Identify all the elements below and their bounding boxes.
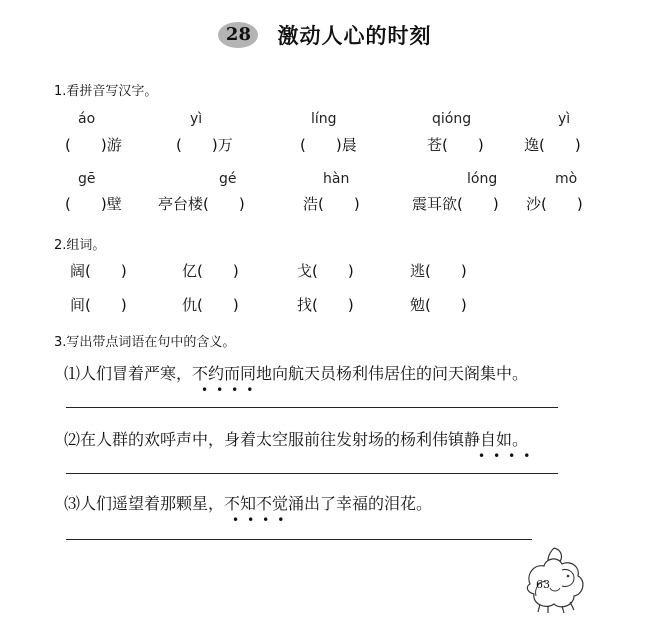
pinyin-long: lóng xyxy=(467,171,498,187)
blank-cang-qiong[interactable]: 苍( ) xyxy=(427,136,484,154)
section2-heading: 2.组词。 xyxy=(54,238,106,253)
page-number: 63 xyxy=(536,578,550,591)
zuci-kuo[interactable]: 阔( ) xyxy=(70,262,127,280)
blank-zhen-er-yu-long[interactable]: 震耳欲( ) xyxy=(412,195,499,213)
blank-yi-wan[interactable]: ( )万 xyxy=(176,136,233,154)
sentence-1: ⑴人们冒着严寒，不约而同地向航天员杨利伟居住的问天阁集中。 xyxy=(64,364,529,383)
emphasis-dots-2: •••• xyxy=(478,449,539,463)
blank-ge-bi[interactable]: ( )壁 xyxy=(65,195,122,213)
blank-sha-mo[interactable]: 沙( ) xyxy=(526,195,583,213)
pinyin-yi-2: yì xyxy=(558,111,571,127)
pinyin-ge-2: gé xyxy=(219,171,237,187)
answer-line-2[interactable] xyxy=(66,473,558,474)
section1-heading: 1.看拼音写汉字。 xyxy=(54,84,158,99)
pinyin-qiong: qióng xyxy=(432,111,472,127)
zuci-yi[interactable]: 亿( ) xyxy=(182,262,239,280)
lesson-title: 激动人心的时刻 xyxy=(277,23,432,48)
zuci-jian[interactable]: 间( ) xyxy=(70,296,127,314)
lesson-title-bar xyxy=(0,20,650,52)
pinyin-ling: líng xyxy=(311,111,337,127)
pinyin-han: hàn xyxy=(323,171,350,187)
page-number-mascot xyxy=(524,544,590,614)
emphasis-dots-1: •••• xyxy=(201,383,262,397)
emphasis-dots-3: •••• xyxy=(232,513,293,527)
answer-line-3[interactable] xyxy=(66,539,532,540)
blank-hao-han[interactable]: 浩( ) xyxy=(303,195,360,213)
blank-ao-you[interactable]: ( )游 xyxy=(65,136,122,154)
zuci-tao[interactable]: 逃( ) xyxy=(410,262,467,280)
pinyin-ao: áo xyxy=(78,111,96,127)
pinyin-yi-1: yì xyxy=(190,111,203,127)
zuci-mian[interactable]: 勉( ) xyxy=(410,296,467,314)
pinyin-mo: mò xyxy=(555,171,578,187)
blank-yi[interactable]: 逸( ) xyxy=(524,136,581,154)
blank-ting-tai-lou-ge[interactable]: 亭台楼( ) xyxy=(158,195,245,213)
sheep-mascot-icon xyxy=(524,544,590,614)
blank-ling-chen[interactable]: ( )晨 xyxy=(300,136,357,154)
lesson-number-badge: 28 xyxy=(218,22,258,48)
answer-line-1[interactable] xyxy=(66,407,558,408)
zuci-chou[interactable]: 仇( ) xyxy=(182,296,239,314)
sentence-2: ⑵在人群的欢呼声中，身着太空服前往发射场的杨利伟镇静自如。 xyxy=(64,430,529,449)
zuci-ge[interactable]: 戈( ) xyxy=(297,262,354,280)
sentence-3: ⑶人们遥望着那颗星，不知不觉涌出了幸福的泪花。 xyxy=(64,494,433,513)
zuci-zhao[interactable]: 找( ) xyxy=(297,296,354,314)
pinyin-ge-1: gē xyxy=(78,171,96,187)
section3-heading: 3.写出带点词语在句中的含义。 xyxy=(54,335,236,350)
